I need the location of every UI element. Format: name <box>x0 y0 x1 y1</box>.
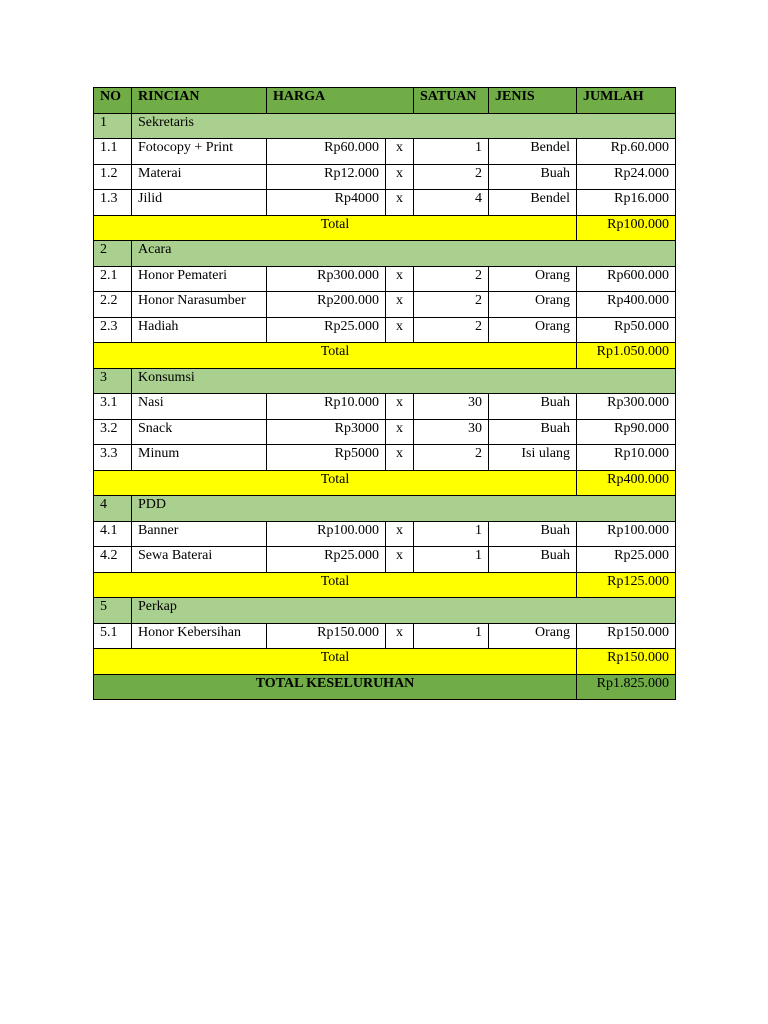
item-row <box>94 266 676 292</box>
item-row <box>94 190 676 216</box>
section-total-row <box>94 572 676 598</box>
item-multiply-sign: x <box>386 394 414 420</box>
grand-total-label: TOTAL KESELURUHAN <box>94 674 577 700</box>
item-harga: Rp25.000 <box>267 547 386 573</box>
item-jumlah: Rp16.000 <box>577 190 676 216</box>
item-multiply-sign: x <box>386 266 414 292</box>
item-harga: Rp25.000 <box>267 317 386 343</box>
item-row <box>94 445 676 471</box>
item-jumlah: Rp24.000 <box>577 164 676 190</box>
section-total-label: Total <box>94 572 577 598</box>
header-rincian: RINCIAN <box>132 88 267 114</box>
item-row <box>94 521 676 547</box>
header-jumlah: JUMLAH <box>577 88 676 114</box>
section-name: Perkap <box>132 598 676 624</box>
header-harga: HARGA <box>267 88 414 114</box>
item-jenis: Isi ulang <box>489 445 577 471</box>
section-name: Konsumsi <box>132 368 676 394</box>
item-rincian: Snack <box>132 419 267 445</box>
item-harga: Rp300.000 <box>267 266 386 292</box>
item-satuan: 30 <box>414 419 489 445</box>
item-jenis: Buah <box>489 394 577 420</box>
item-jumlah: Rp25.000 <box>577 547 676 573</box>
item-jenis: Bendel <box>489 190 577 216</box>
item-satuan: 2 <box>414 266 489 292</box>
item-jumlah: Rp300.000 <box>577 394 676 420</box>
item-row <box>94 394 676 420</box>
section-name: PDD <box>132 496 676 522</box>
item-jenis: Buah <box>489 164 577 190</box>
item-harga: Rp60.000 <box>267 139 386 165</box>
item-row <box>94 623 676 649</box>
section-name: Acara <box>132 241 676 267</box>
item-harga: Rp100.000 <box>267 521 386 547</box>
item-harga: Rp10.000 <box>267 394 386 420</box>
section-total-label: Total <box>94 343 577 369</box>
item-rincian: Honor Kebersihan <box>132 623 267 649</box>
section-row <box>94 241 676 267</box>
item-jumlah: Rp90.000 <box>577 419 676 445</box>
item-satuan: 2 <box>414 164 489 190</box>
section-total-row <box>94 215 676 241</box>
item-jenis: Buah <box>489 419 577 445</box>
header-jenis: JENIS <box>489 88 577 114</box>
item-multiply-sign: x <box>386 292 414 318</box>
item-jumlah: Rp10.000 <box>577 445 676 471</box>
item-multiply-sign: x <box>386 190 414 216</box>
item-multiply-sign: x <box>386 521 414 547</box>
item-jenis: Orang <box>489 292 577 318</box>
grand-total-value: Rp1.825.000 <box>577 674 676 700</box>
item-jenis: Buah <box>489 521 577 547</box>
section-total-row <box>94 470 676 496</box>
item-jumlah: Rp50.000 <box>577 317 676 343</box>
item-multiply-sign: x <box>386 139 414 165</box>
item-row <box>94 419 676 445</box>
item-number: 2.2 <box>94 292 132 318</box>
section-number: 5 <box>94 598 132 624</box>
item-satuan: 1 <box>414 623 489 649</box>
item-row <box>94 164 676 190</box>
item-rincian: Materai <box>132 164 267 190</box>
item-number: 3.2 <box>94 419 132 445</box>
item-number: 5.1 <box>94 623 132 649</box>
item-multiply-sign: x <box>386 547 414 573</box>
item-jumlah: Rp600.000 <box>577 266 676 292</box>
item-rincian: Fotocopy + Print <box>132 139 267 165</box>
item-harga: Rp150.000 <box>267 623 386 649</box>
item-multiply-sign: x <box>386 317 414 343</box>
item-row <box>94 547 676 573</box>
section-number: 4 <box>94 496 132 522</box>
item-row <box>94 317 676 343</box>
section-total-label: Total <box>94 470 577 496</box>
item-multiply-sign: x <box>386 445 414 471</box>
item-satuan: 2 <box>414 445 489 471</box>
item-multiply-sign: x <box>386 164 414 190</box>
item-harga: Rp5000 <box>267 445 386 471</box>
item-rincian: Hadiah <box>132 317 267 343</box>
section-name: Sekretaris <box>132 113 676 139</box>
item-jumlah: Rp100.000 <box>577 521 676 547</box>
item-row <box>94 139 676 165</box>
item-multiply-sign: x <box>386 623 414 649</box>
section-total-row <box>94 343 676 369</box>
header-no: NO <box>94 88 132 114</box>
item-jenis: Bendel <box>489 139 577 165</box>
item-satuan: 1 <box>414 521 489 547</box>
item-jumlah: Rp150.000 <box>577 623 676 649</box>
item-jenis: Orang <box>489 623 577 649</box>
item-number: 3.1 <box>94 394 132 420</box>
item-rincian: Banner <box>132 521 267 547</box>
item-harga: Rp4000 <box>267 190 386 216</box>
section-total-value: Rp100.000 <box>577 215 676 241</box>
section-total-value: Rp400.000 <box>577 470 676 496</box>
section-total-row <box>94 649 676 675</box>
section-number: 1 <box>94 113 132 139</box>
item-satuan: 4 <box>414 190 489 216</box>
item-multiply-sign: x <box>386 419 414 445</box>
item-rincian: Jilid <box>132 190 267 216</box>
section-total-value: Rp150.000 <box>577 649 676 675</box>
table-body <box>94 113 676 700</box>
item-harga: Rp3000 <box>267 419 386 445</box>
section-total-label: Total <box>94 649 577 675</box>
grand-total-row <box>94 674 676 700</box>
item-rincian: Minum <box>132 445 267 471</box>
section-row <box>94 368 676 394</box>
section-number: 2 <box>94 241 132 267</box>
header-satuan: SATUAN <box>414 88 489 114</box>
item-harga: Rp200.000 <box>267 292 386 318</box>
item-number: 1.1 <box>94 139 132 165</box>
item-jenis: Orang <box>489 266 577 292</box>
item-satuan: 1 <box>414 547 489 573</box>
item-jumlah: Rp400.000 <box>577 292 676 318</box>
item-number: 1.2 <box>94 164 132 190</box>
section-total-label: Total <box>94 215 577 241</box>
item-number: 1.3 <box>94 190 132 216</box>
budget-table <box>93 87 676 700</box>
item-number: 3.3 <box>94 445 132 471</box>
item-rincian: Sewa Baterai <box>132 547 267 573</box>
item-number: 4.1 <box>94 521 132 547</box>
section-number: 3 <box>94 368 132 394</box>
item-jumlah: Rp.60.000 <box>577 139 676 165</box>
item-rincian: Honor Narasumber <box>132 292 267 318</box>
item-satuan: 30 <box>414 394 489 420</box>
item-jenis: Orang <box>489 317 577 343</box>
item-satuan: 2 <box>414 292 489 318</box>
item-satuan: 1 <box>414 139 489 165</box>
header-row <box>94 88 676 114</box>
section-row <box>94 496 676 522</box>
section-total-value: Rp125.000 <box>577 572 676 598</box>
section-row <box>94 113 676 139</box>
item-jenis: Buah <box>489 547 577 573</box>
item-harga: Rp12.000 <box>267 164 386 190</box>
section-row <box>94 598 676 624</box>
item-rincian: Honor Pemateri <box>132 266 267 292</box>
item-satuan: 2 <box>414 317 489 343</box>
item-number: 2.1 <box>94 266 132 292</box>
item-number: 2.3 <box>94 317 132 343</box>
item-number: 4.2 <box>94 547 132 573</box>
item-rincian: Nasi <box>132 394 267 420</box>
section-total-value: Rp1.050.000 <box>577 343 676 369</box>
item-row <box>94 292 676 318</box>
